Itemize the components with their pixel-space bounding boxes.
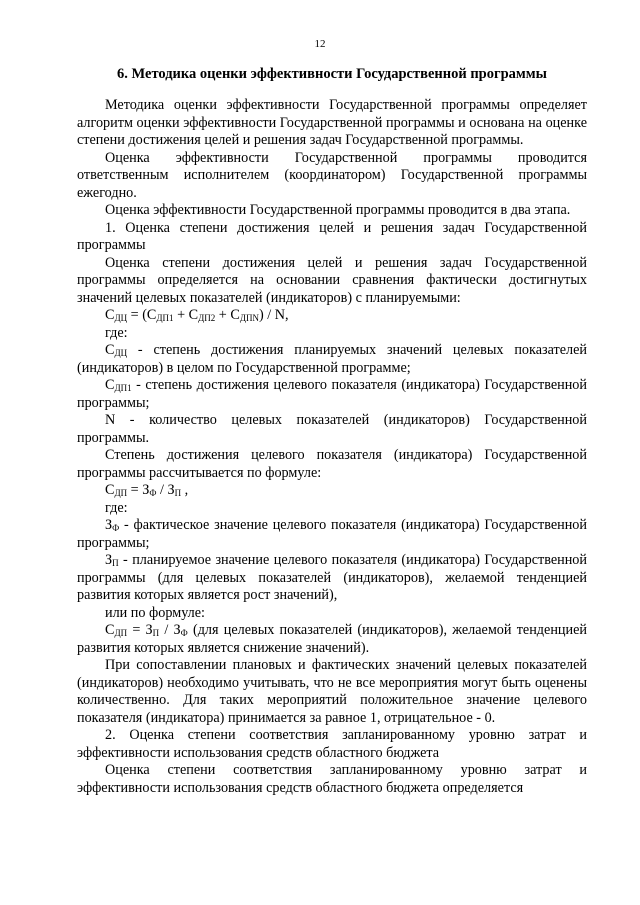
text-run: / З	[159, 622, 181, 638]
text-run: - степень достижения планируемых значений целевых показателей (индикаторов) в целом по Государственной программе;	[77, 342, 587, 376]
paragraph: N - количество целевых показателей (индикаторов) Государственной программы.	[77, 412, 587, 446]
paragraph	[77, 552, 587, 605]
text-run: С	[105, 482, 115, 498]
formula	[77, 482, 587, 500]
paragraph: Оценка степени соответствия запланированному уровню затрат и эффективности использования средств областного бюджета определяется	[77, 762, 587, 796]
subscript: ДП	[114, 628, 128, 638]
subscript: Ф	[112, 523, 120, 533]
text-run: + С	[215, 307, 240, 323]
text-run: З	[105, 517, 113, 533]
paragraph: 2. Оценка степени соответствия запланированному уровню затрат и эффективности использования средств областного бюджета	[77, 727, 587, 761]
paragraph: Оценка эффективности Государственной программы проводится в два этапа.	[105, 202, 571, 218]
subscript: ДЦ	[114, 348, 128, 358]
paragraph	[77, 622, 587, 657]
subscript: ДЦ	[114, 313, 128, 323]
text-run: - планируемое значение целевого показателя (индикатора) Государственной программы (для целевых показателей (индикаторов), желаемой тенденцией развития которых является рост значений),	[77, 552, 587, 603]
paragraph: 1. Оценка степени достижения целей и решения задач Государственной программы	[77, 219, 587, 253]
subscript: ДП1	[114, 383, 132, 393]
paragraph: Оценка степени достижения целей и решения задач Государственной программы определяется на основании сравнения фактически достигнутых значений целевых показателей (индикаторов) с планируемыми:	[77, 254, 587, 306]
text-run: / З	[156, 482, 175, 498]
paragraph: или по формуле:	[105, 604, 205, 621]
paragraph: Степень достижения целевого показателя (индикатора) Государственной программы рассчитывается по формуле:	[77, 447, 587, 481]
text-run: (для целевых показателей (индикаторов), желаемой тенденцией развития которых является снижение значений).	[77, 622, 587, 656]
subscript: П	[152, 628, 160, 638]
paragraph: При сопоставлении плановых и фактических значений целевых показателей (индикаторов) необходимо учитывать, что не все мероприятия могут быть оценены количественно. Для таких мероприятий положительное значение целевого показателя (индикатора) принимается за равное 1, отрицательное - 0.	[77, 657, 587, 726]
text-run: С	[105, 342, 115, 358]
paragraph	[77, 307, 587, 325]
paragraph	[77, 377, 587, 412]
text-run: З	[105, 552, 113, 568]
subscript: Ф	[149, 488, 157, 498]
subscript: ДПN	[239, 313, 259, 323]
subscript: П	[174, 488, 182, 498]
paragraph: Методика оценки эффективности Государственной программы определяет алгоритм оценки эффективности Государственной программы и основана на оценке степени достижения целей и решения задач Государственной программы.	[77, 97, 587, 148]
subscript: ДП1	[156, 313, 174, 323]
text-run: ,	[181, 482, 189, 498]
page-number: 12	[314, 38, 326, 50]
text-run: С	[105, 307, 115, 323]
text-run: С	[105, 622, 115, 638]
paragraph: где:	[105, 499, 128, 516]
text-run: - степень достижения целевого показателя (индикатора) Государственной программы;	[77, 377, 587, 411]
text-run: = З	[127, 622, 153, 638]
section-heading: 6. Методика оценки эффективности Государственной программы	[117, 66, 547, 82]
text-run: - фактическое значение целевого показателя (индикатора) Государственной программы;	[77, 517, 587, 551]
paragraph	[77, 342, 587, 377]
section-body	[77, 97, 587, 797]
subscript: ДП	[114, 488, 128, 498]
subscript: П	[112, 558, 119, 568]
text-run: = (С	[127, 307, 157, 323]
text-run: ) / N,	[258, 307, 289, 323]
paragraph: где:	[105, 324, 128, 341]
paragraph: Оценка эффективности Государственной программы проводится ответственным исполнителем (координатором) Государственной программы ежегодно.	[77, 149, 587, 201]
paragraph	[77, 517, 587, 552]
text-run: = З	[127, 482, 150, 498]
subscript: ДП2	[198, 313, 216, 323]
text-run: + С	[173, 307, 199, 323]
subscript: Ф	[180, 628, 188, 638]
text-run: С	[105, 377, 115, 393]
